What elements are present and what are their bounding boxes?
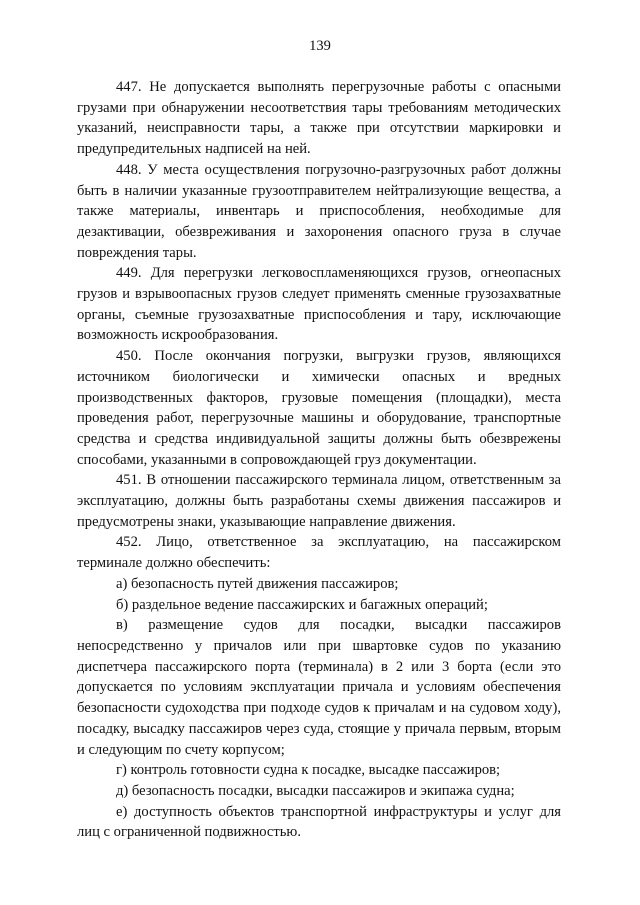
paragraph-449: 449. Для перегрузки легковоспламеняющихся грузов, огнеопасных грузов и взрывоопасных грузов следует применять сменные грузозахватные органы, съемные грузозахватные приспособления и тару, исключающие возможность искрообразования.: [77, 265, 561, 344]
page-number: 139: [309, 38, 331, 54]
paragraph-448: 448. У места осуществления погрузочно-разгрузочных работ должны быть в наличии указанные грузоотправителем нейтрализующие вещества, а также материалы, инвентарь и приспособления, необходимые для дезактивации, обезвреживания и захоронения опасного груза в случае повреждения тары.: [77, 161, 561, 261]
list-item-a: а) безопасность путей движения пассажиров;: [116, 575, 399, 592]
list-item-b: б) раздельное ведение пассажирских и багажных операций;: [116, 596, 488, 613]
paragraph-452: 452. Лицо, ответственное за эксплуатацию, на пассажирском терминале должно обеспечить:: [77, 534, 561, 572]
list-item-e: е) доступность объектов транспортной инфраструктуры и услуг для лиц с ограниченной подвижностью.: [77, 803, 561, 841]
list-item-g: г) контроль готовности судна к посадке, высадке пассажиров;: [116, 762, 501, 779]
paragraph-447: 447. Не допускается выполнять перегрузочные работы с опасными грузами при обнаружении несоответствия тары требованиям методических указаний, неисправности тары, а также при отсутствии маркировки и предупредительных надписей на ней.: [77, 79, 561, 158]
document-body: [77, 77, 561, 843]
list-item-v: в) размещение судов для посадки, высадки пассажиров непосредственно у причалов или при швартовке судов по указанию диспетчера пассажирского порта (терминала) в 2 или 3 борта (если это допускается по условиям эксплуатации причала и условиям обеспечения безопасности судоходства при подходе судов к причалам и на судовом ходу), посадку, высадку пассажиров через суда, стоящие у причала первым, вторым и следующим по счету корпусом;: [77, 617, 561, 758]
paragraph-450: 450. После окончания погрузки, выгрузки грузов, являющихся источником биологически и химически опасных и вредных производственных факторов, грузовые помещения (площадки), места проведения работ, перегрузочные машины и оборудование, транспортные средства и средства индивидуальной защиты должны быть обезврежены способами, указанными в сопровождающей груз документации.: [77, 348, 561, 468]
paragraph-451: 451. В отношении пассажирского терминала лицом, ответственным за эксплуатацию, должны быть разработаны схемы движения пассажиров и предусмотрены знаки, указывающие направление движения.: [77, 472, 561, 530]
list-item-d: д) безопасность посадки, высадки пассажиров и экипажа судна;: [116, 782, 515, 799]
